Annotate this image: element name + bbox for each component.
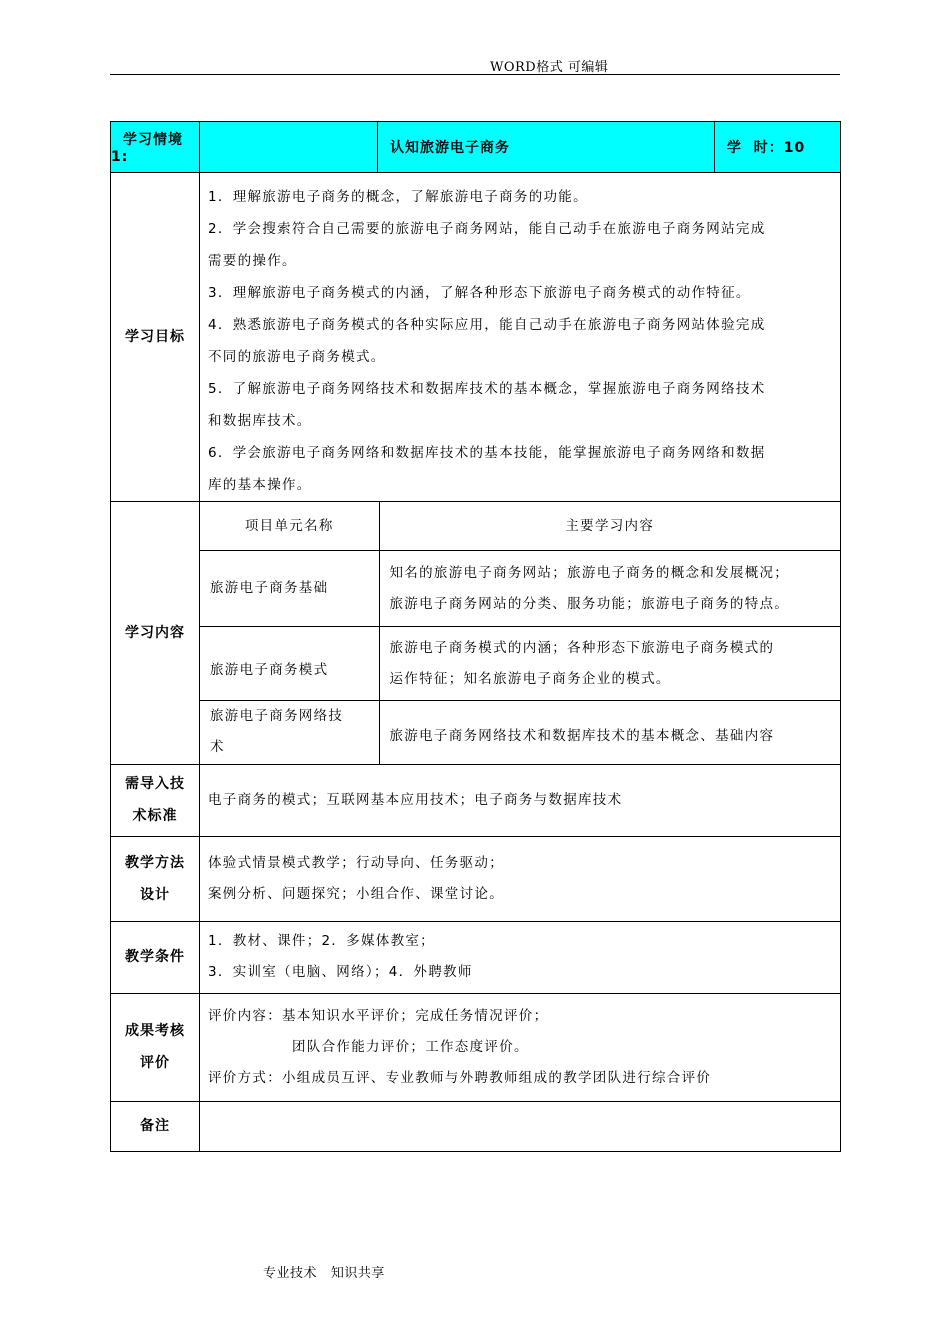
assessment-line: 团队合作能力评价；工作态度评价。: [292, 1038, 529, 1055]
main-column-header: 主要学习内容: [379, 502, 840, 551]
objectives-text: [200, 173, 841, 502]
assessment-line: 评价方式：小组成员互评、专业教师与外聘教师组成的教学团队进行综合评价: [208, 1069, 712, 1086]
unit-column-header: 项目单元名称: [200, 502, 379, 551]
content-row: [111, 502, 841, 765]
hours-cell: [715, 122, 841, 173]
unit-name-line: 旅游电子商务网络技: [210, 708, 344, 725]
unit-content-line: 旅游电子商务网络技术和数据库技术的基本概念、基础内容: [389, 727, 775, 744]
page-header: [110, 0, 840, 75]
objective-line: 4．熟悉旅游电子商务模式的各种实际应用，能自己动手在旅游电子商务网站体验完成: [208, 317, 766, 333]
content-subtable: [200, 502, 840, 764]
conditions-line: 1．教材、课件；2．多媒体教室；: [208, 933, 435, 949]
methods-row: [111, 836, 841, 921]
situation-label-cell: [111, 122, 200, 173]
unit-content-line: 旅游电子商务网站的分类、服务功能；旅游电子商务的特点。: [389, 595, 790, 612]
content-cell: [200, 502, 841, 765]
assessment-label-line: 成果考核: [125, 1023, 185, 1039]
standards-label-line: 需导入技: [125, 776, 185, 792]
course-table: [110, 121, 841, 1152]
methods-text: [200, 836, 841, 921]
situation-title-cell: [378, 122, 715, 173]
page-footer: 专业技术 知识共享: [263, 1266, 385, 1281]
assessment-label: [111, 993, 200, 1101]
unit-name: [200, 627, 379, 701]
unit-name-line: 旅游电子商务基础: [210, 580, 329, 596]
objective-line: 5．了解旅游电子商务网络技术和数据库技术的基本概念，掌握旅游电子商务网络技术: [208, 381, 766, 397]
unit-name: [200, 551, 379, 627]
hours-text: 学 时：10: [727, 140, 806, 156]
objective-line: 2．学会搜索符合自己需要的旅游电子商务网站，能自己动手在旅游电子商务网站完成: [208, 221, 766, 237]
objective-line: 3．理解旅游电子商务模式的内涵，了解各种形态下旅游电子商务模式的动作特征。: [208, 285, 751, 301]
conditions-label: 教学条件: [111, 921, 200, 993]
objectives-label: 学习目标: [111, 173, 200, 502]
remarks-text: [200, 1101, 841, 1151]
unit-content: [379, 701, 840, 764]
objective-line: 需要的操作。: [208, 253, 297, 269]
situation-spacer-cell: [200, 122, 378, 173]
methods-label-line: 设计: [140, 886, 170, 903]
objective-line: 不同的旅游电子商务模式。: [208, 349, 386, 365]
situation-label: 学习情境1:: [111, 132, 183, 165]
remarks-label: 备注: [111, 1101, 200, 1151]
remarks-row: [111, 1101, 841, 1151]
content-subtable-row: [200, 551, 840, 627]
assessment-line: 评价内容：基本知识水平评价；完成任务情况评价；: [208, 1007, 549, 1024]
content-subtable-row: [200, 627, 840, 701]
objective-line: 库的基本操作。: [208, 477, 312, 493]
conditions-row: [111, 921, 841, 993]
assessment-row: [111, 993, 841, 1101]
unit-name-line: 旅游电子商务模式: [210, 662, 329, 678]
objective-line: 1．理解旅游电子商务的概念，了解旅游电子商务的功能。: [208, 189, 588, 205]
standards-text: 电子商务的模式；互联网基本应用技术；电子商务与数据库技术: [200, 764, 841, 836]
standards-row: [111, 764, 841, 836]
unit-content-line: 旅游电子商务模式的内涵；各种形态下旅游电子商务模式的: [389, 639, 775, 656]
content-label: 学习内容: [111, 502, 200, 765]
unit-content: [379, 551, 840, 627]
methods-line: 体验式情景模式教学；行动导向、任务驱动；: [208, 854, 504, 871]
methods-label-line: 教学方法: [125, 854, 185, 871]
unit-name: [200, 701, 379, 764]
page-header-text: WORD格式 可编辑: [490, 60, 609, 75]
unit-content: [379, 627, 840, 701]
objective-line: 和数据库技术。: [208, 413, 312, 429]
header-row: [111, 122, 841, 173]
content-subtable-header: [200, 502, 840, 551]
objectives-row: [111, 173, 841, 502]
situation-title: 认知旅游电子商务: [390, 140, 510, 156]
objective-line: 6．学会旅游电子商务网络和数据库技术的基本技能，能掌握旅游电子商务网络和数据: [208, 445, 766, 461]
methods-line: 案例分析、问题探究；小组合作、课堂讨论。: [208, 885, 504, 902]
methods-label: [111, 836, 200, 921]
unit-content-line: 运作特征；知名旅游电子商务企业的模式。: [389, 670, 671, 687]
content-subtable-row: [200, 701, 840, 764]
conditions-line: 3．实训室（电脑、网络）；4．外聘教师: [208, 964, 473, 980]
standards-label-line: 术标准: [132, 808, 178, 824]
assessment-label-line: 评价: [140, 1055, 170, 1071]
conditions-text: [200, 921, 841, 993]
unit-content-line: 知名的旅游电子商务网站；旅游电子商务的概念和发展概况；: [389, 564, 790, 581]
standards-label: [111, 764, 200, 836]
assessment-text: [200, 993, 841, 1101]
unit-name-line: 术: [210, 739, 225, 756]
